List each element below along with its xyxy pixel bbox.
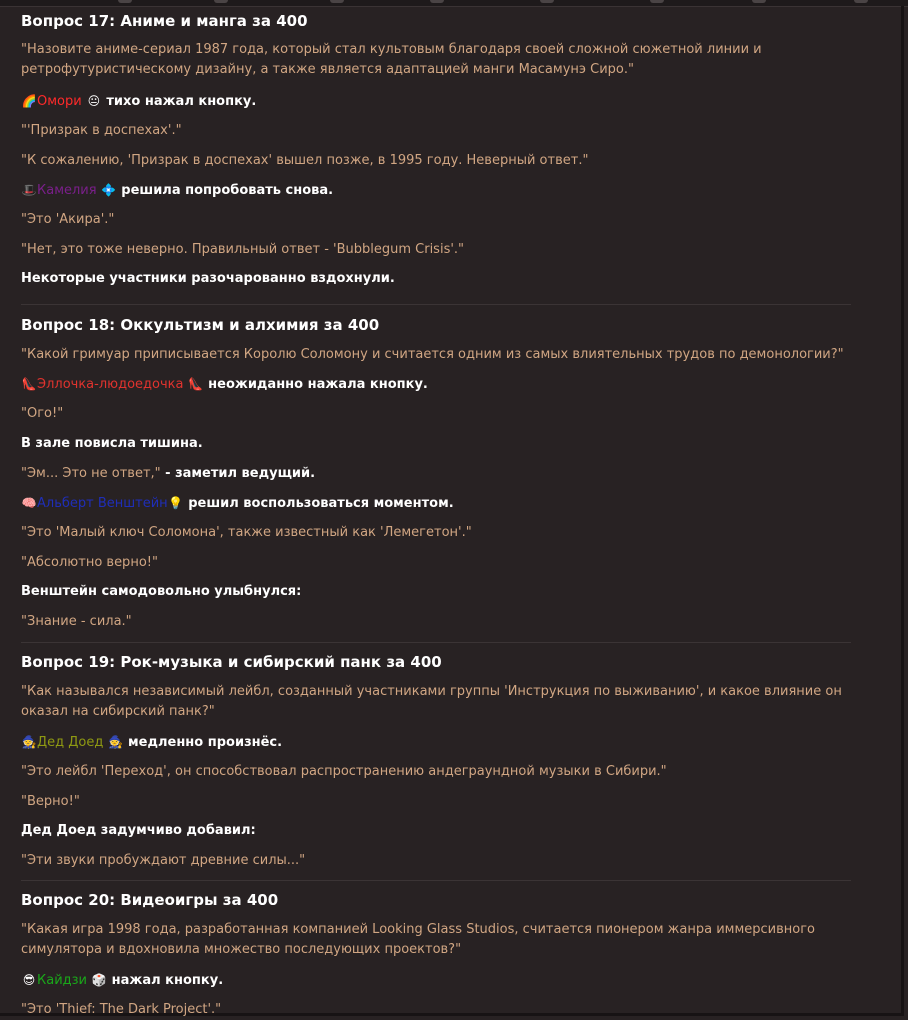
quote-line: "Абсолютно верно!" [21,555,158,570]
quote-line: "Верно!" [21,794,80,809]
quote-text: "Эм... Это не ответ," [21,466,161,481]
action-text: тихо нажал кнопку. [101,94,257,109]
high-heel-icon: 👠 [21,377,37,391]
sunglasses-face-icon: 😎 [22,973,36,987]
neutral-face-icon: 😐 [87,94,101,108]
participant-action-line [21,970,223,991]
action-text: решила попробовать снова. [116,183,334,198]
narration-line: Некоторые участники разочарованно вздохнули. [21,271,395,286]
question-text: "Какая игра 1998 года, разработанная компанией Looking Glass Studios, считается пионером жанра иммерсивного симулятора и вдохновила множество последующих проектов?" [21,922,816,957]
quote-line: "Это 'Акира'." [21,212,115,227]
toolbar-tab-marker [540,0,554,3]
question-title: Вопрос 20: Видеоигры за 400 [21,891,279,909]
action-text: неожиданно нажала кнопку. [203,377,428,392]
narration-line: Дед Доед задумчиво добавил: [21,823,256,838]
chat-log-panel [0,6,904,1016]
toolbar-tab-marker [330,0,344,3]
question-text: "Как назывался независимый лейбл, созданный участниками группы 'Инструкция по выживанию', и какое влияние он оказал на сибирский панк?" [21,684,842,719]
toolbar-tab-marker [854,0,868,3]
wizard-icon: 🧙 [108,735,123,749]
top-hat-icon: 🎩 [21,183,37,197]
narration-line: Венштейн самодовольно улыбнулся: [21,584,302,599]
question-title: Вопрос 17: Аниме и манга за 400 [21,12,308,30]
participant-name-kamelia[interactable]: Камелия [37,183,97,198]
participant-action-line [21,493,454,514]
action-text: решил воспользоваться моментом. [183,496,454,511]
quote-line: "Ого!" [21,406,64,421]
toolbar-tab-marker [650,0,664,3]
toolbar-tab-marker [430,0,444,3]
host-remark-line [21,464,315,484]
question-section-19 [21,642,851,868]
participant-name-einstein[interactable]: Альберт Венштейн [37,496,168,511]
wizard-icon: 🧙 [21,735,37,749]
participant-action-line [21,732,282,753]
participant-action-line [21,374,428,395]
participant-name-ded-doed[interactable]: Дед Доед [37,735,104,750]
question-title: Вопрос 18: Оккультизм и алхимия за 400 [21,316,380,334]
dice-icon: 🎲 [91,973,107,987]
quote-line: "Это 'Малый ключ Соломона', также известный как 'Лемегетон'." [21,525,472,540]
lightbulb-icon: 💡 [168,496,184,510]
participant-action-line [21,180,333,201]
action-text: - заметил ведущий. [160,466,316,481]
quote-line: "Знание - сила." [21,614,132,629]
participant-action-line [21,91,256,112]
quote-line: "Нет, это тоже неверно. Правильный ответ - 'Bubblegum Crisis'." [21,242,465,257]
action-text: нажал кнопку. [107,973,224,988]
high-heel-icon: 👠 [188,377,204,391]
quote-line: "'Призрак в доспехах'." [21,123,182,138]
question-text: "Назовите аниме-сериал 1987 года, который стал культовым благодаря своей сложной сюжетной линии и ретрофутуристическому дизайну, а также является адаптацией манги Масамунэ Сиро." [21,42,762,77]
toolbar-tab-marker [214,0,228,3]
participant-name-omori[interactable]: Омори [37,94,82,109]
quote-line: "Эти звуки пробуждают древние силы..." [21,853,306,868]
toolbar-tab-marker [118,0,132,3]
quote-line: "Это 'Thief: The Dark Project'." [21,1002,222,1017]
participant-name-kaidzi[interactable]: Кайдзи [37,973,87,988]
narration-line: В зале повисла тишина. [21,436,203,451]
diamond-icon: 💠 [101,183,117,197]
action-text: медленно произнёс. [123,735,283,750]
toolbar-tab-marker [752,0,766,3]
participant-name-ellochka[interactable]: Эллочка-людоедочка [37,377,184,392]
question-title: Вопрос 19: Рок-музыка и сибирский панк за 400 [21,653,442,671]
question-section-20 [21,880,851,1017]
rainbow-icon: 🌈 [21,94,37,108]
quote-line: "К сожалению, 'Призрак в доспехах' вышел позже, в 1995 году. Неверный ответ." [21,153,589,168]
brain-icon: 🧠 [21,496,37,510]
quote-line: "Это лейбл 'Переход', он способствовал распространению андеграундной музыки в Сибири." [21,764,667,779]
question-section-18 [21,304,851,629]
question-text: "Какой гримуар приписывается Королю Соломону и считается одним из самых влиятельных трудов по демонологии?" [21,347,844,362]
